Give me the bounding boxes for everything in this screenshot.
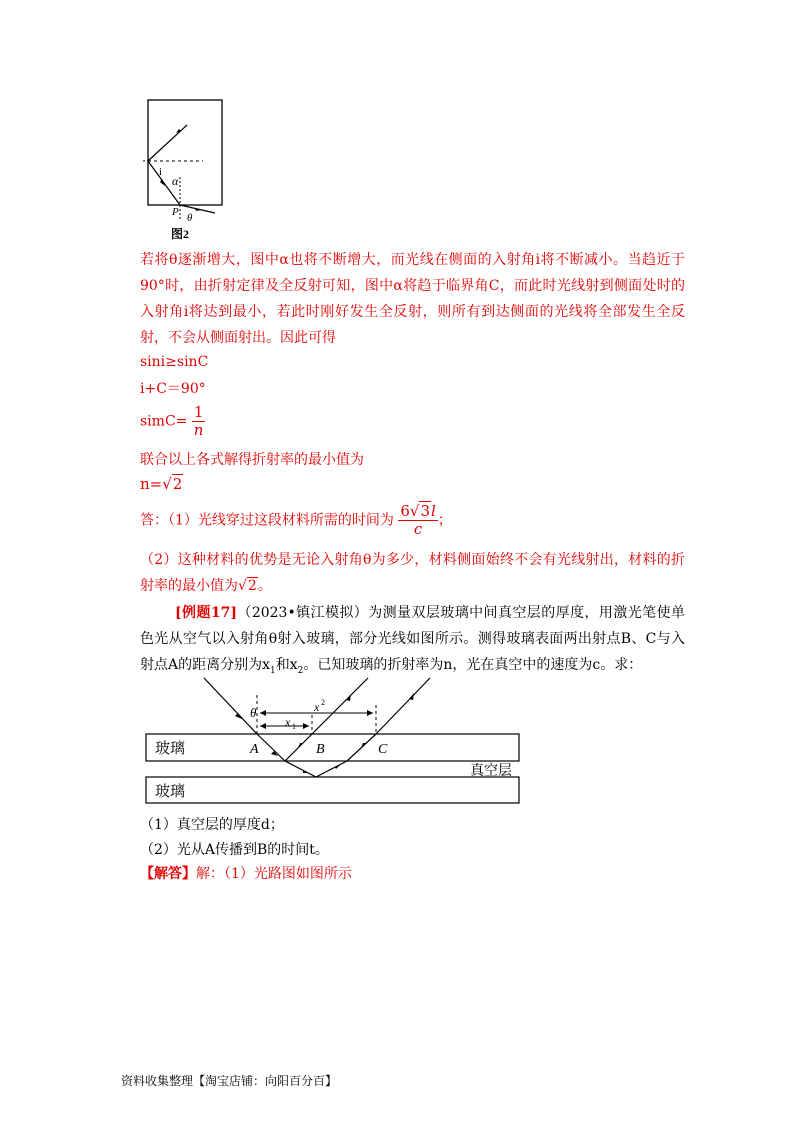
- equation-n-min: [140, 474, 183, 494]
- answer-sqrt: √3: [409, 502, 431, 520]
- eq4-radicand: 2: [172, 475, 183, 493]
- example17-statement: [140, 600, 685, 684]
- answer-radicand: 3: [420, 502, 431, 520]
- eq3-denominator: n: [193, 421, 204, 439]
- answer-part2-suffix: 。: [257, 578, 272, 594]
- ex17-glass-top: 玻璃: [155, 741, 186, 757]
- ex17-glass-bottom: 玻璃: [155, 784, 186, 800]
- example17-question2: （2）光从A传播到B的时间t。: [140, 842, 329, 858]
- example17-sub2: 2: [297, 665, 304, 676]
- figure-2-diagram: [135, 95, 235, 245]
- example17-text-a: （2023•镇江模拟）为测量双层玻璃中间真空层的厚度，用激光笔使单色光从空气以入射角θ射入玻璃，部分光线如图所示。测得玻璃表面两出射点B、C与入射点A的距离分别为x: [140, 605, 685, 673]
- page-footer: 资料收集整理【淘宝店铺：向阳百分百】: [121, 1074, 338, 1088]
- solution-paragraph: 若将θ逐渐增大，图中α也将不断增大，而光线在侧面的入射角i将不断减小。当趋近于90°时，由折射定律及全反射可知，图中α将趋于临界角C，而此时光线射到侧面处时的入射角i将达到最小，若此时刚好发生全反射，则所有到达侧面的光线将全部发生全反射，不会从侧面射出。因此可得: [140, 252, 685, 346]
- equation-sin-inequality: sini≥sinC: [140, 354, 209, 370]
- example17-diagram: [140, 675, 530, 805]
- eq3-fraction: [192, 404, 206, 439]
- ex17-label-B: B: [316, 742, 325, 757]
- eq4-sqrt: √2: [162, 475, 183, 493]
- example17-tag: [例题17]: [175, 605, 237, 621]
- equation-sinC: [140, 404, 205, 444]
- ex17-label-C: C: [378, 742, 388, 757]
- ex17-label-x2: x: [314, 700, 320, 714]
- ex17-label-x1-sub: 1: [292, 722, 296, 731]
- answer-coef: 6: [400, 502, 410, 520]
- equation-angle-sum: i+C＝90°: [140, 381, 206, 397]
- fig2-label-alpha: α: [172, 174, 179, 188]
- example17-sub1: 1: [270, 665, 276, 676]
- ex17-label-theta: θ: [250, 705, 257, 720]
- fig2-label-theta: θ: [187, 212, 193, 224]
- example17-question1: （1）真空层的厚度d；: [140, 817, 284, 833]
- fig2-label-P: P: [172, 206, 179, 218]
- fig2-caption: 图2: [171, 227, 190, 241]
- eq3-prefix: simC=: [140, 413, 188, 430]
- answer-part2: [140, 547, 685, 599]
- answer-part2-radicand: 2: [247, 578, 257, 594]
- answer-part1: [140, 503, 452, 543]
- eq4-prefix: n=: [140, 475, 163, 493]
- example17-text-b: 和x: [275, 657, 298, 673]
- ex17-vacuum-label: 真空层: [470, 764, 512, 779]
- eq3-numerator: 1: [193, 403, 204, 421]
- example17-solution-tag: 【解答】: [140, 866, 196, 882]
- answer-part1-prefix: 答：（1）光线穿过这段材料所需的时间为: [140, 512, 394, 529]
- fig2-label-i: i: [159, 166, 163, 178]
- answer-part1-denominator: c: [413, 520, 423, 538]
- example17-solution: [140, 864, 352, 884]
- ex17-label-x2-sub: 2: [321, 698, 325, 707]
- answer-part2-sqrt: √2: [238, 578, 257, 594]
- ex17-label-A: A: [250, 742, 259, 757]
- answer-var: l: [431, 502, 436, 520]
- conclusion-line: 联合以上各式解得折射率的最小值为: [140, 452, 364, 468]
- answer-part1-numerator: [398, 503, 437, 521]
- ex17-label-x1: x: [285, 715, 291, 729]
- answer-part1-fraction: [398, 503, 437, 538]
- answer-part2-text: （2）这种材料的优势是无论入射角θ为多少，材料侧面始终不会有光线射出，材料的折射率的最小值为: [140, 552, 685, 594]
- example17-text-c: 。已知玻璃的折射率为n，光在真空中的速度为c。求：: [303, 657, 643, 673]
- answer-part1-suffix: ；: [437, 512, 452, 529]
- example17-solution-text: 解：（1）光路图如图所示: [196, 866, 352, 882]
